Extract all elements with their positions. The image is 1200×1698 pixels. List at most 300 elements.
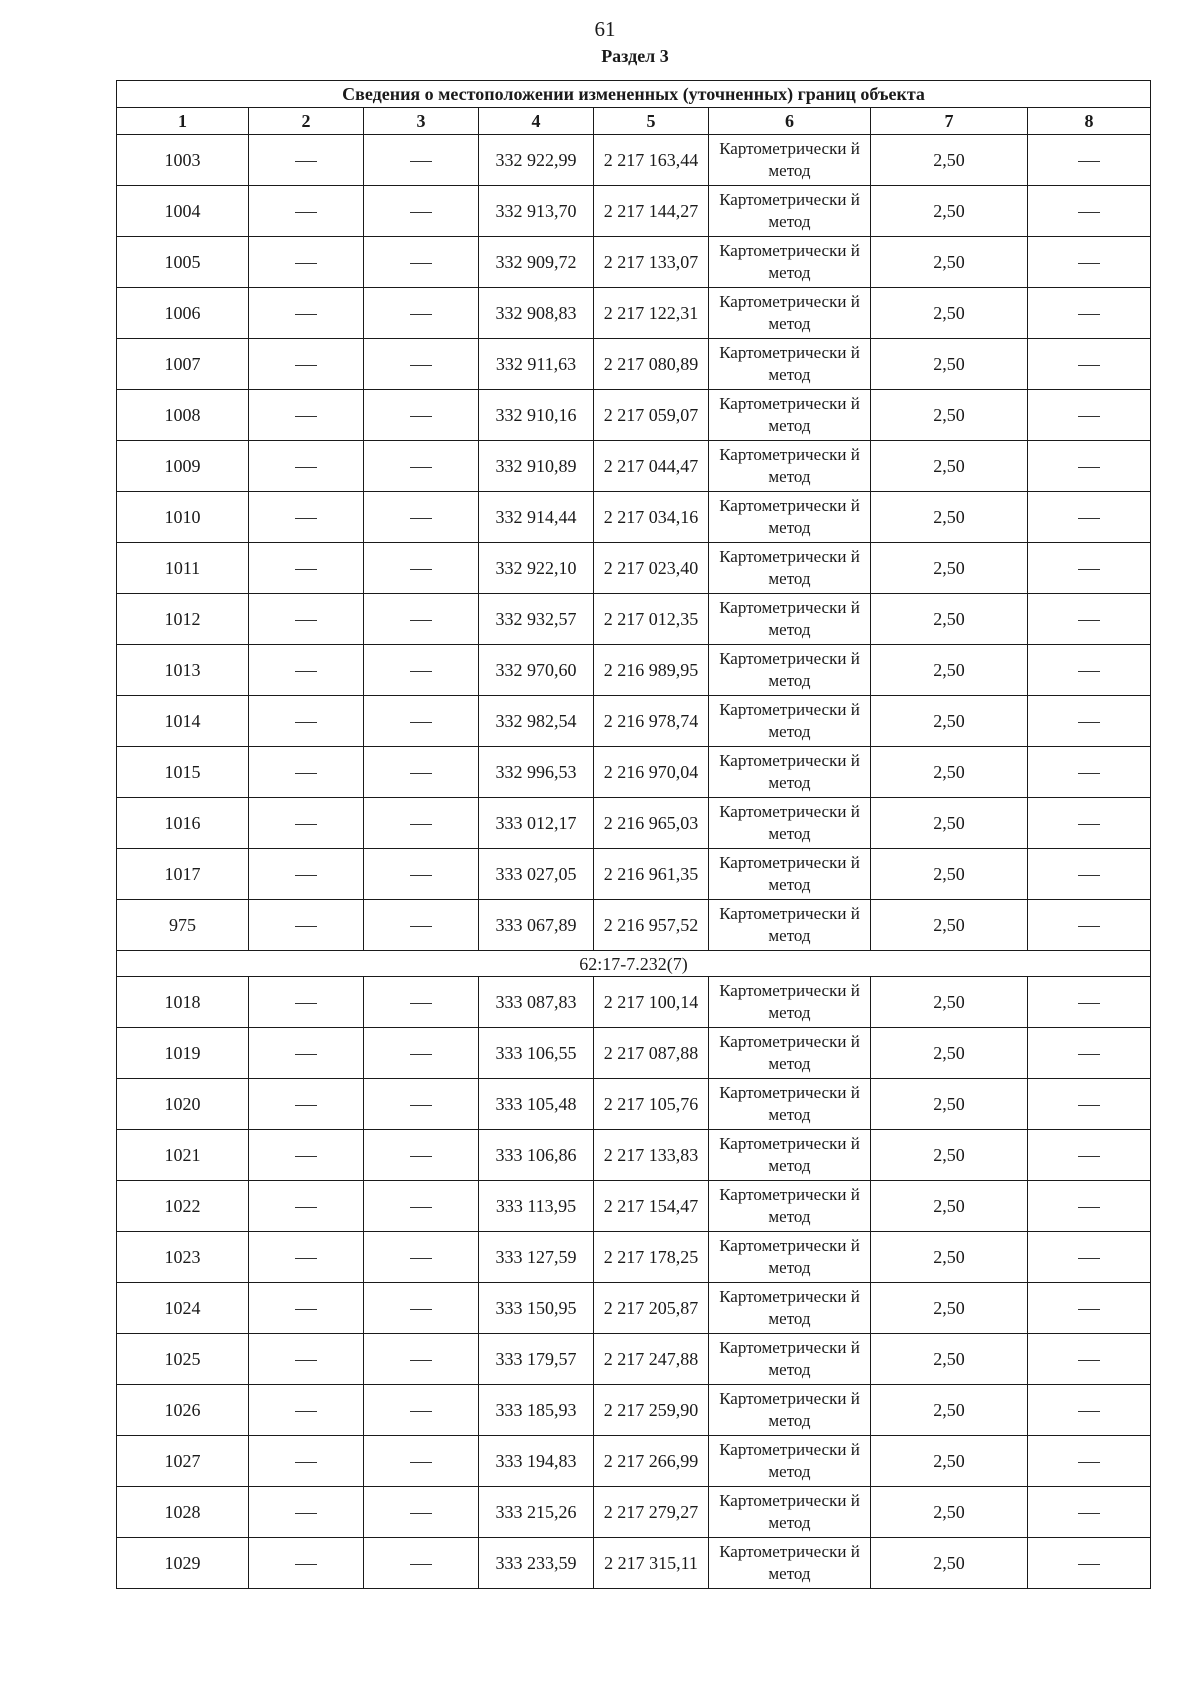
point-number-cell: 1020: [117, 1079, 249, 1130]
col8-dash-cell: [1028, 900, 1151, 951]
col3-dash-cell: [364, 1487, 479, 1538]
dash-mark: [1078, 467, 1100, 468]
point-number-cell: 1010: [117, 492, 249, 543]
x-coordinate-cell: 333 194,83: [479, 1436, 594, 1487]
y-coordinate-cell: 2 217 315,11: [594, 1538, 709, 1589]
col2-dash-cell: [249, 135, 364, 186]
dash-mark: [1078, 926, 1100, 927]
dash-mark: [410, 722, 432, 723]
accuracy-cell: 2,50: [871, 441, 1028, 492]
table-row: [117, 645, 1151, 696]
dash-mark: [1078, 773, 1100, 774]
dash-mark: [295, 314, 317, 315]
col3-dash-cell: [364, 1283, 479, 1334]
x-coordinate-cell: 333 233,59: [479, 1538, 594, 1589]
col8-dash-cell: [1028, 1283, 1151, 1334]
x-coordinate-cell: 332 909,72: [479, 237, 594, 288]
y-coordinate-cell: 2 217 059,07: [594, 390, 709, 441]
table-row: [117, 798, 1151, 849]
point-number-cell: 1025: [117, 1334, 249, 1385]
dash-mark: [295, 875, 317, 876]
dash-mark: [410, 1513, 432, 1514]
point-number-cell: 1014: [117, 696, 249, 747]
col8-dash-cell: [1028, 1385, 1151, 1436]
table-row: [117, 1487, 1151, 1538]
table-row: [117, 492, 1151, 543]
table-body: [117, 135, 1151, 1589]
dash-mark: [1078, 1462, 1100, 1463]
col3-dash-cell: [364, 977, 479, 1028]
col8-dash-cell: [1028, 288, 1151, 339]
col2-dash-cell: [249, 339, 364, 390]
dash-mark: [295, 773, 317, 774]
col2-dash-cell: [249, 543, 364, 594]
y-coordinate-cell: 2 217 044,47: [594, 441, 709, 492]
x-coordinate-cell: 332 922,99: [479, 135, 594, 186]
dash-mark: [295, 1462, 317, 1463]
y-coordinate-cell: 2 217 100,14: [594, 977, 709, 1028]
point-number-cell: 1029: [117, 1538, 249, 1589]
table-row: [117, 1181, 1151, 1232]
col8-dash-cell: [1028, 390, 1151, 441]
point-number-cell: 1028: [117, 1487, 249, 1538]
dash-mark: [1078, 1513, 1100, 1514]
dash-mark: [410, 518, 432, 519]
dash-mark: [410, 569, 432, 570]
accuracy-cell: 2,50: [871, 1028, 1028, 1079]
point-number-cell: 1012: [117, 594, 249, 645]
accuracy-cell: 2,50: [871, 594, 1028, 645]
method-cell: Картометрически й метод: [709, 1385, 871, 1436]
x-coordinate-cell: 333 127,59: [479, 1232, 594, 1283]
dash-mark: [1078, 1360, 1100, 1361]
col8-dash-cell: [1028, 1538, 1151, 1589]
dash-mark: [1078, 569, 1100, 570]
accuracy-cell: 2,50: [871, 1334, 1028, 1385]
point-number-cell: 1023: [117, 1232, 249, 1283]
point-number-cell: 1026: [117, 1385, 249, 1436]
dash-mark: [410, 875, 432, 876]
y-coordinate-cell: 2 217 247,88: [594, 1334, 709, 1385]
accuracy-cell: 2,50: [871, 186, 1028, 237]
col2-dash-cell: [249, 492, 364, 543]
dash-mark: [295, 1309, 317, 1310]
accuracy-cell: 2,50: [871, 1130, 1028, 1181]
dash-mark: [410, 365, 432, 366]
x-coordinate-cell: 333 027,05: [479, 849, 594, 900]
x-coordinate-cell: 332 910,16: [479, 390, 594, 441]
column-number-1: 1: [117, 108, 249, 135]
dash-mark: [295, 722, 317, 723]
x-coordinate-cell: 332 911,63: [479, 339, 594, 390]
col3-dash-cell: [364, 1079, 479, 1130]
method-cell: Картометрически й метод: [709, 1028, 871, 1079]
accuracy-cell: 2,50: [871, 1181, 1028, 1232]
col8-dash-cell: [1028, 492, 1151, 543]
dash-mark: [1078, 722, 1100, 723]
col8-dash-cell: [1028, 186, 1151, 237]
accuracy-cell: 2,50: [871, 900, 1028, 951]
table-row: [117, 900, 1151, 951]
col3-dash-cell: [364, 594, 479, 645]
dash-mark: [295, 1207, 317, 1208]
col8-dash-cell: [1028, 1028, 1151, 1079]
column-number-7: 7: [871, 108, 1028, 135]
col8-dash-cell: [1028, 1487, 1151, 1538]
table-row: [117, 1283, 1151, 1334]
dash-mark: [295, 926, 317, 927]
col8-dash-cell: [1028, 747, 1151, 798]
y-coordinate-cell: 2 216 957,52: [594, 900, 709, 951]
col2-dash-cell: [249, 1385, 364, 1436]
dash-mark: [410, 824, 432, 825]
col8-dash-cell: [1028, 1181, 1151, 1232]
x-coordinate-cell: 332 910,89: [479, 441, 594, 492]
method-cell: Картометрически й метод: [709, 1232, 871, 1283]
table-row: [117, 1334, 1151, 1385]
y-coordinate-cell: 2 216 989,95: [594, 645, 709, 696]
accuracy-cell: 2,50: [871, 1487, 1028, 1538]
dash-mark: [1078, 263, 1100, 264]
col8-dash-cell: [1028, 135, 1151, 186]
x-coordinate-cell: 333 179,57: [479, 1334, 594, 1385]
col2-dash-cell: [249, 849, 364, 900]
accuracy-cell: 2,50: [871, 288, 1028, 339]
col8-dash-cell: [1028, 543, 1151, 594]
table-row: [117, 849, 1151, 900]
dash-mark: [410, 1564, 432, 1565]
dash-mark: [295, 620, 317, 621]
section-title: Раздел 3: [601, 46, 669, 66]
dash-mark: [410, 1054, 432, 1055]
method-cell: Картометрически й метод: [709, 1487, 871, 1538]
dash-mark: [1078, 1411, 1100, 1412]
dash-mark: [295, 365, 317, 366]
col2-dash-cell: [249, 1436, 364, 1487]
method-cell: Картометрически й метод: [709, 645, 871, 696]
col2-dash-cell: [249, 696, 364, 747]
accuracy-cell: 2,50: [871, 1385, 1028, 1436]
dash-mark: [295, 1105, 317, 1106]
table-row: [117, 1538, 1151, 1589]
x-coordinate-cell: 332 970,60: [479, 645, 594, 696]
accuracy-cell: 2,50: [871, 849, 1028, 900]
dash-mark: [1078, 1105, 1100, 1106]
col3-dash-cell: [364, 1232, 479, 1283]
dash-mark: [295, 263, 317, 264]
col8-dash-cell: [1028, 798, 1151, 849]
x-coordinate-cell: 333 215,26: [479, 1487, 594, 1538]
dash-mark: [1078, 1156, 1100, 1157]
method-cell: Картометрически й метод: [709, 186, 871, 237]
dash-mark: [1078, 1564, 1100, 1565]
y-coordinate-cell: 2 217 205,87: [594, 1283, 709, 1334]
y-coordinate-cell: 2 217 080,89: [594, 339, 709, 390]
method-cell: Картометрически й метод: [709, 798, 871, 849]
accuracy-cell: 2,50: [871, 543, 1028, 594]
table-row: [117, 288, 1151, 339]
point-number-cell: 1006: [117, 288, 249, 339]
table-row: [117, 339, 1151, 390]
dash-mark: [1078, 671, 1100, 672]
table-row: [117, 543, 1151, 594]
y-coordinate-cell: 2 216 965,03: [594, 798, 709, 849]
method-cell: Картометрически й метод: [709, 696, 871, 747]
method-cell: Картометрически й метод: [709, 1436, 871, 1487]
method-cell: Картометрически й метод: [709, 1181, 871, 1232]
dash-mark: [1078, 875, 1100, 876]
table-row: [117, 1232, 1151, 1283]
column-number-4: 4: [479, 108, 594, 135]
col8-dash-cell: [1028, 1436, 1151, 1487]
y-coordinate-cell: 2 217 259,90: [594, 1385, 709, 1436]
point-number-cell: 1007: [117, 339, 249, 390]
col3-dash-cell: [364, 1334, 479, 1385]
col3-dash-cell: [364, 390, 479, 441]
table-title: Сведения о местоположении измененных (уточненных) границ объекта: [117, 81, 1151, 108]
point-number-cell: 1008: [117, 390, 249, 441]
method-cell: Картометрически й метод: [709, 1538, 871, 1589]
dash-mark: [295, 1513, 317, 1514]
col3-dash-cell: [364, 798, 479, 849]
dash-mark: [295, 1258, 317, 1259]
dash-mark: [1078, 620, 1100, 621]
dash-mark: [1078, 1054, 1100, 1055]
col2-dash-cell: [249, 900, 364, 951]
method-cell: Картометрически й метод: [709, 135, 871, 186]
column-number-6: 6: [709, 108, 871, 135]
table-row: [117, 186, 1151, 237]
col2-dash-cell: [249, 645, 364, 696]
dash-mark: [295, 569, 317, 570]
col2-dash-cell: [249, 1130, 364, 1181]
accuracy-cell: 2,50: [871, 237, 1028, 288]
col3-dash-cell: [364, 135, 479, 186]
dash-mark: [295, 518, 317, 519]
col2-dash-cell: [249, 390, 364, 441]
dash-mark: [410, 1360, 432, 1361]
dash-mark: [1078, 1258, 1100, 1259]
col3-dash-cell: [364, 237, 479, 288]
x-coordinate-cell: 333 150,95: [479, 1283, 594, 1334]
point-number-cell: 1019: [117, 1028, 249, 1079]
dash-mark: [295, 1003, 317, 1004]
y-coordinate-cell: 2 217 023,40: [594, 543, 709, 594]
accuracy-cell: 2,50: [871, 339, 1028, 390]
col3-dash-cell: [364, 186, 479, 237]
accuracy-cell: 2,50: [871, 1538, 1028, 1589]
column-number-5: 5: [594, 108, 709, 135]
y-coordinate-cell: 2 217 105,76: [594, 1079, 709, 1130]
dash-mark: [1078, 1309, 1100, 1310]
col3-dash-cell: [364, 1028, 479, 1079]
method-cell: Картометрически й метод: [709, 288, 871, 339]
dash-mark: [410, 1207, 432, 1208]
x-coordinate-cell: 332 996,53: [479, 747, 594, 798]
table-row: [117, 1079, 1151, 1130]
method-cell: Картометрически й метод: [709, 543, 871, 594]
dash-mark: [410, 1462, 432, 1463]
col2-dash-cell: [249, 977, 364, 1028]
dash-mark: [410, 773, 432, 774]
dash-mark: [410, 1411, 432, 1412]
method-cell: Картометрически й метод: [709, 237, 871, 288]
x-coordinate-cell: 333 012,17: [479, 798, 594, 849]
method-cell: Картометрически й метод: [709, 849, 871, 900]
table-row: [117, 390, 1151, 441]
x-coordinate-cell: 333 106,55: [479, 1028, 594, 1079]
dash-mark: [410, 620, 432, 621]
dash-mark: [410, 671, 432, 672]
col3-dash-cell: [364, 849, 479, 900]
dash-mark: [295, 161, 317, 162]
col3-dash-cell: [364, 1436, 479, 1487]
y-coordinate-cell: 2 217 133,83: [594, 1130, 709, 1181]
x-coordinate-cell: 332 922,10: [479, 543, 594, 594]
dash-mark: [295, 671, 317, 672]
y-coordinate-cell: 2 217 087,88: [594, 1028, 709, 1079]
col8-dash-cell: [1028, 1334, 1151, 1385]
dash-mark: [295, 1360, 317, 1361]
col8-dash-cell: [1028, 1079, 1151, 1130]
dash-mark: [295, 1054, 317, 1055]
col3-dash-cell: [364, 1130, 479, 1181]
col2-dash-cell: [249, 1232, 364, 1283]
col8-dash-cell: [1028, 645, 1151, 696]
col3-dash-cell: [364, 1538, 479, 1589]
column-number-row: [117, 108, 1151, 135]
col3-dash-cell: [364, 645, 479, 696]
accuracy-cell: 2,50: [871, 798, 1028, 849]
col8-dash-cell: [1028, 849, 1151, 900]
col2-dash-cell: [249, 237, 364, 288]
y-coordinate-cell: 2 217 279,27: [594, 1487, 709, 1538]
col2-dash-cell: [249, 1181, 364, 1232]
dash-mark: [1078, 416, 1100, 417]
col3-dash-cell: [364, 441, 479, 492]
y-coordinate-cell: 2 217 178,25: [594, 1232, 709, 1283]
y-coordinate-cell: 2 216 970,04: [594, 747, 709, 798]
point-number-cell: 1005: [117, 237, 249, 288]
method-cell: Картометрически й метод: [709, 441, 871, 492]
dash-mark: [1078, 212, 1100, 213]
dash-mark: [410, 1309, 432, 1310]
dash-mark: [1078, 824, 1100, 825]
col8-dash-cell: [1028, 441, 1151, 492]
dash-mark: [295, 416, 317, 417]
x-coordinate-cell: 333 087,83: [479, 977, 594, 1028]
group-label: 62:17-7.232(7): [117, 951, 1151, 977]
dash-mark: [410, 926, 432, 927]
col2-dash-cell: [249, 1079, 364, 1130]
dash-mark: [410, 314, 432, 315]
dash-mark: [410, 1258, 432, 1259]
accuracy-cell: 2,50: [871, 1079, 1028, 1130]
method-cell: Картометрически й метод: [709, 1334, 871, 1385]
x-coordinate-cell: 333 105,48: [479, 1079, 594, 1130]
y-coordinate-cell: 2 217 133,07: [594, 237, 709, 288]
y-coordinate-cell: 2 217 012,35: [594, 594, 709, 645]
col8-dash-cell: [1028, 1232, 1151, 1283]
column-number-8: 8: [1028, 108, 1151, 135]
point-number-cell: 1013: [117, 645, 249, 696]
y-coordinate-cell: 2 217 163,44: [594, 135, 709, 186]
table-row: [117, 1130, 1151, 1181]
col2-dash-cell: [249, 288, 364, 339]
col2-dash-cell: [249, 1028, 364, 1079]
table-row: [117, 747, 1151, 798]
dash-mark: [295, 1411, 317, 1412]
dash-mark: [410, 1003, 432, 1004]
accuracy-cell: 2,50: [871, 1436, 1028, 1487]
method-cell: Картометрически й метод: [709, 900, 871, 951]
x-coordinate-cell: 333 106,86: [479, 1130, 594, 1181]
y-coordinate-cell: 2 217 266,99: [594, 1436, 709, 1487]
y-coordinate-cell: 2 217 154,47: [594, 1181, 709, 1232]
dash-mark: [295, 467, 317, 468]
dash-mark: [410, 1105, 432, 1106]
dash-mark: [410, 1156, 432, 1157]
col8-dash-cell: [1028, 237, 1151, 288]
dash-mark: [410, 263, 432, 264]
col3-dash-cell: [364, 339, 479, 390]
table-row: [117, 1385, 1151, 1436]
accuracy-cell: 2,50: [871, 747, 1028, 798]
y-coordinate-cell: 2 216 978,74: [594, 696, 709, 747]
x-coordinate-cell: 332 914,44: [479, 492, 594, 543]
dash-mark: [1078, 518, 1100, 519]
dash-mark: [295, 212, 317, 213]
x-coordinate-cell: 333 185,93: [479, 1385, 594, 1436]
col3-dash-cell: [364, 900, 479, 951]
dash-mark: [410, 467, 432, 468]
point-number-cell: 1004: [117, 186, 249, 237]
point-number-cell: 1016: [117, 798, 249, 849]
col8-dash-cell: [1028, 339, 1151, 390]
col2-dash-cell: [249, 747, 364, 798]
dash-mark: [410, 416, 432, 417]
point-number-cell: 1011: [117, 543, 249, 594]
column-number-2: 2: [249, 108, 364, 135]
col2-dash-cell: [249, 186, 364, 237]
point-number-cell: 1017: [117, 849, 249, 900]
accuracy-cell: 2,50: [871, 135, 1028, 186]
col2-dash-cell: [249, 1487, 364, 1538]
dash-mark: [1078, 161, 1100, 162]
point-number-cell: 1024: [117, 1283, 249, 1334]
dash-mark: [295, 1564, 317, 1565]
col2-dash-cell: [249, 441, 364, 492]
method-cell: Картометрически й метод: [709, 492, 871, 543]
point-number-cell: 1021: [117, 1130, 249, 1181]
method-cell: Картометрически й метод: [709, 390, 871, 441]
point-number-cell: 1027: [117, 1436, 249, 1487]
method-cell: Картометрически й метод: [709, 1283, 871, 1334]
y-coordinate-cell: 2 217 034,16: [594, 492, 709, 543]
page-number: 61: [594, 17, 616, 41]
dash-mark: [1078, 314, 1100, 315]
dash-mark: [295, 1156, 317, 1157]
table-row: [117, 977, 1151, 1028]
point-number-cell: 1009: [117, 441, 249, 492]
group-header-row: [117, 951, 1151, 977]
col8-dash-cell: [1028, 696, 1151, 747]
method-cell: Картометрически й метод: [709, 339, 871, 390]
x-coordinate-cell: 332 908,83: [479, 288, 594, 339]
point-number-cell: 1003: [117, 135, 249, 186]
x-coordinate-cell: 332 932,57: [479, 594, 594, 645]
point-number-cell: 975: [117, 900, 249, 951]
